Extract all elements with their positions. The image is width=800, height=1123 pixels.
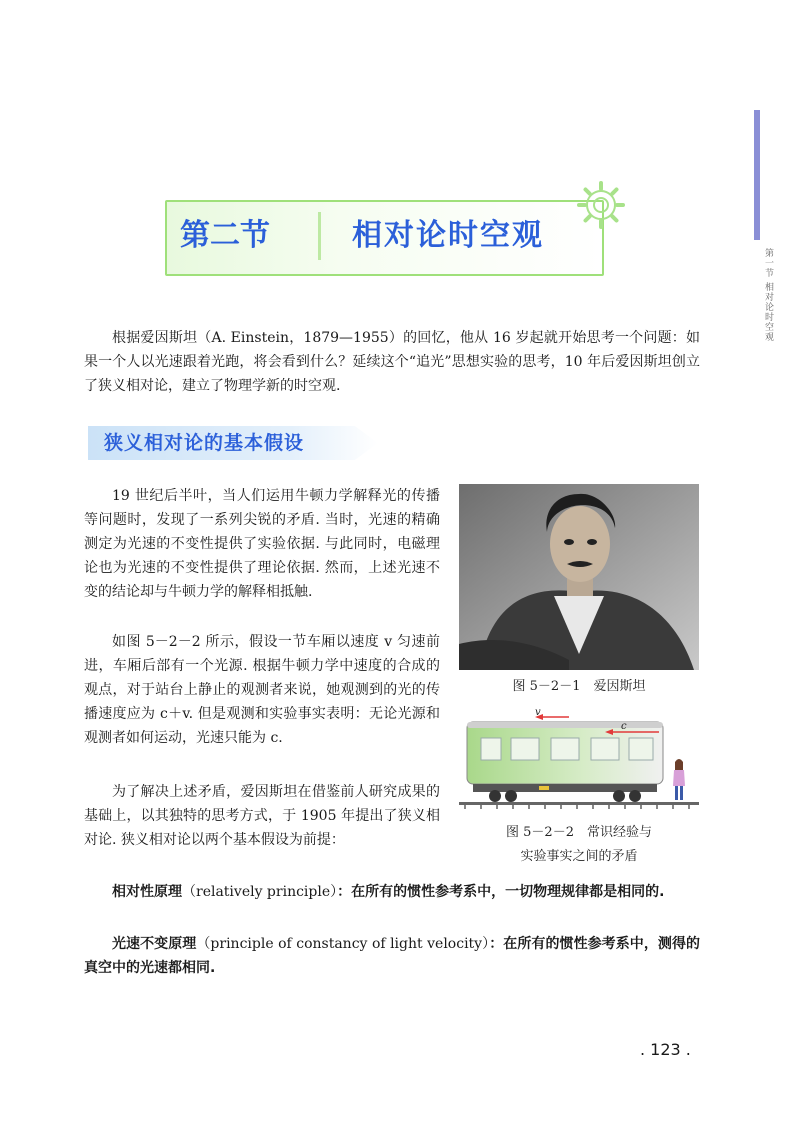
section-number: 第二节 (180, 218, 270, 253)
light-label-c: c (621, 721, 627, 732)
gear-icon (574, 178, 628, 232)
section-heading: 狭义相对论的基本假设 (104, 432, 305, 454)
side-tab-text: 第一节 相对论时空观 (763, 248, 773, 342)
principle-english: （principle of constancy of light velocity） (196, 936, 490, 952)
figure-1-caption: 图 5－2－1 爱因斯坦 (512, 679, 646, 694)
figure-2-caption-line1: 图 5－2－2 常识经验与 (506, 825, 652, 840)
principle-english: （relatively principle） (182, 884, 338, 900)
section-title: 相对论时空观 (352, 218, 544, 253)
page-number: . 123 . (640, 1040, 691, 1059)
observer-figure (673, 759, 685, 800)
principle-light-speed (84, 932, 700, 980)
velocity-label-v: v (535, 707, 541, 718)
principle-name: 光速不变原理 (112, 936, 197, 952)
principle-name: 相对性原理 (112, 884, 182, 900)
principle-text: ：在所有的惯性参考系中，一切物理规律都是相同的. (337, 884, 665, 900)
principle-text: ：在所有的惯性参考系中，测得的真空中的光速都相同. (84, 936, 701, 976)
header-divider (318, 212, 321, 260)
intro-paragraph: 根据爱因斯坦（A. Einstein，1879—1955）的回忆，他从 16 岁起就开始思考一个问题：如果一个人以光速跟着光跑，将会看到什么？延续这个“追光”思想实验的思考，10 年后爱因斯坦创立了狭义相对论，建立了物理学新的时空观. (84, 330, 700, 394)
einstein-portrait (459, 484, 699, 670)
figure-2-caption-line2: 实验事实之间的矛盾 (520, 849, 638, 864)
paragraph-1: 19 世纪后半叶，当人们运用牛顿力学解释光的传播等问题时，发现了一系列尖锐的矛盾. 当时，光速的精确测定为光速的不变性提供了实验依据. 与此同时，电磁理论也为光速的不变性提供了理论依据. 然而，上述光速不变的结论却与牛顿力学的解释相抵触. (84, 488, 440, 600)
paragraph-3: 为了解决上述矛盾，爱因斯坦在借鉴前人研究成果的基础上，以其独特的思考方式，于 1905 年提出了狭义相对论. 狭义相对论以两个基本假设为前提： (84, 784, 440, 848)
side-tab-bar (754, 110, 760, 240)
paragraph-2: 如图 5－2－2 所示，假设一节车厢以速度 v 匀速前进，车厢后部有一个光源. 根据牛顿力学中速度的合成的观点，对于站台上静止的观测者来说，她观测到的光的传播速度应为 c＋v. 但是观测和实验事实表明：无论光源和观测者如何运动，光速只能为 c. (84, 634, 440, 746)
principle-relativity (84, 880, 700, 904)
train-diagram (459, 706, 699, 810)
